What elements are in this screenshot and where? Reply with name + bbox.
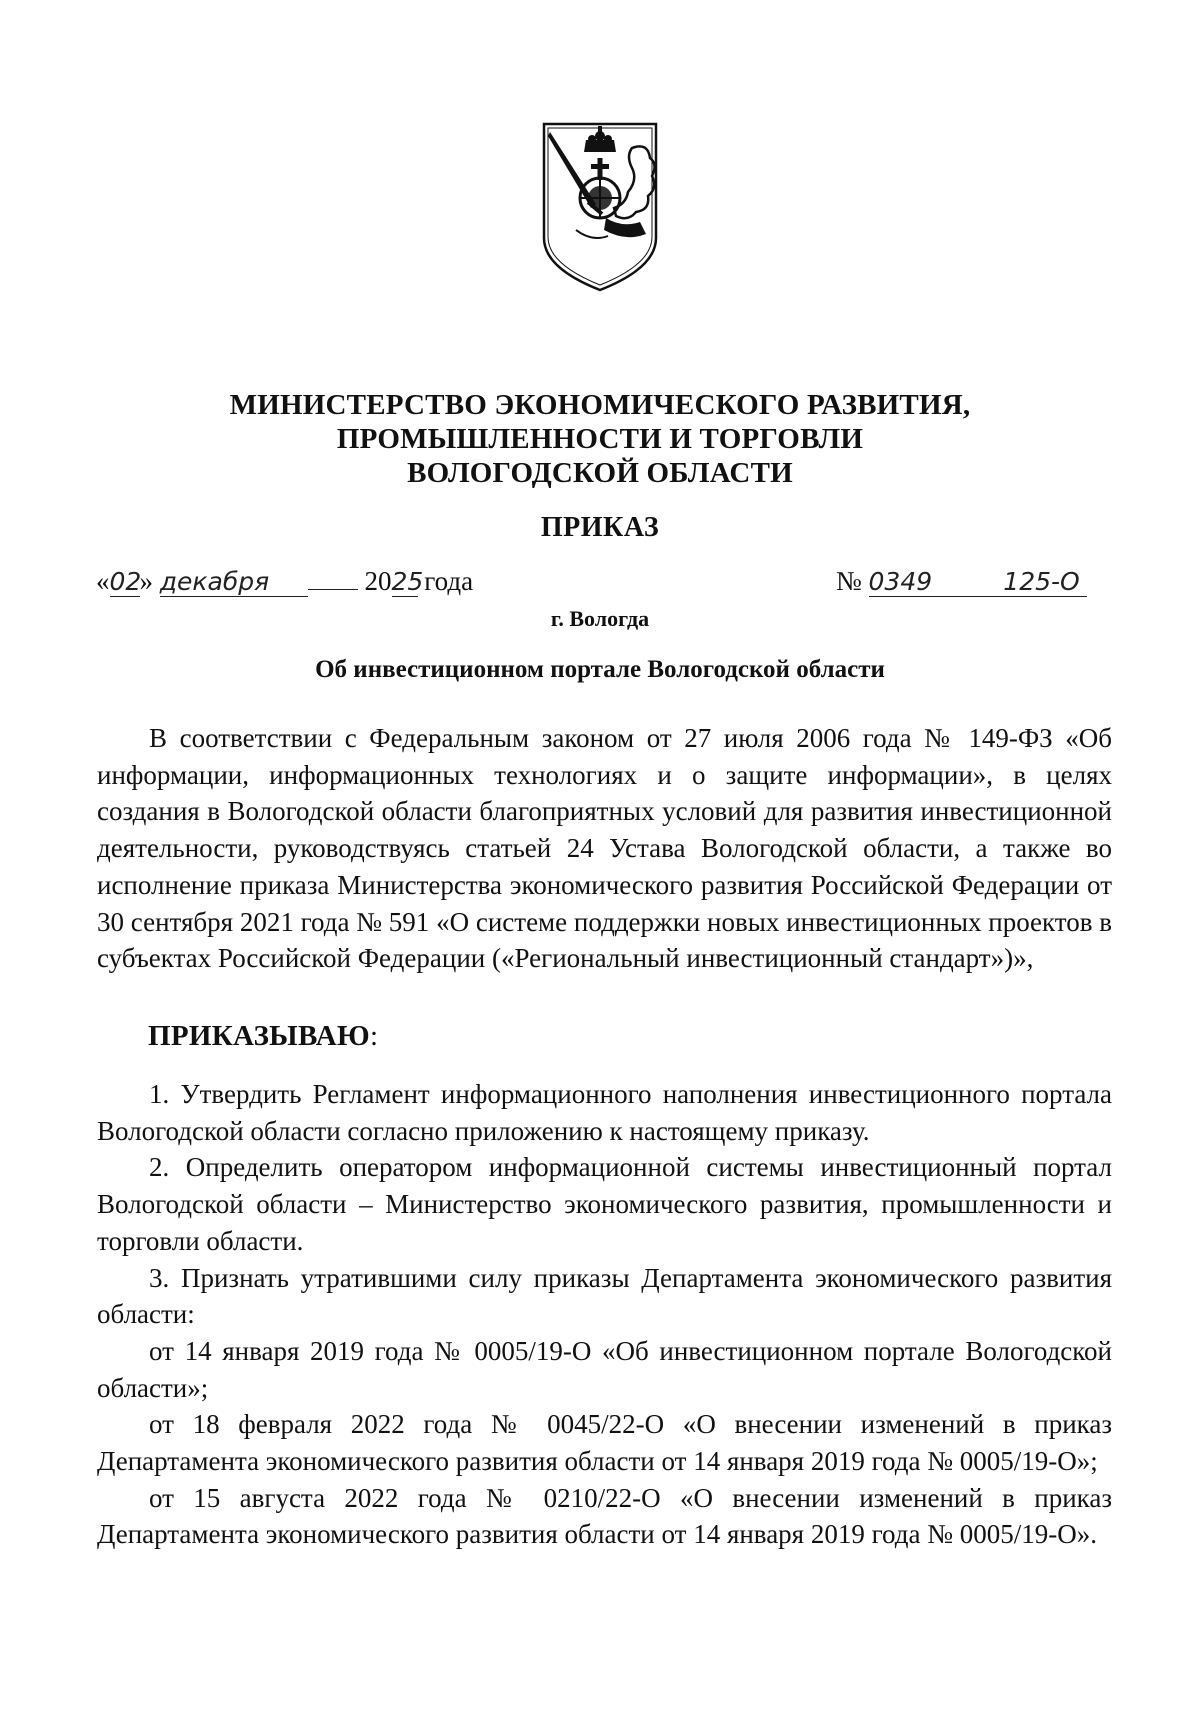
date-year-prefix: 20 bbox=[364, 566, 392, 596]
order-subitem-3: от 15 августа 2022 года № 0210/22-О «О внесении изменений в приказ Департамента экономического развития области от 14 января 2019 года № 0005/19-О». bbox=[97, 1482, 1112, 1550]
city: г. Вологда bbox=[550, 606, 650, 631]
order-item-1: 1. Утвердить Регламент информационного наполнения инвестиционного портала Вологодской области согласно приложению к настоящему приказу. bbox=[97, 1079, 1112, 1146]
date-open-quote: « bbox=[96, 566, 110, 596]
decree-word: ПРИКАЗЫВАЮ bbox=[148, 1020, 370, 1052]
preamble bbox=[97, 720, 1112, 977]
decree-colon: : bbox=[369, 1020, 379, 1052]
ministry-header bbox=[0, 388, 1200, 490]
order-subitem-1: от 14 января 2019 года № 0005/19-О «Об инвестиционном портале Вологодской области»; bbox=[97, 1335, 1112, 1403]
order-items bbox=[97, 1076, 1112, 1553]
date-spacer bbox=[308, 589, 358, 590]
ministry-header-line3: ВОЛОГОДСКОЙ ОБЛАСТИ bbox=[407, 457, 793, 489]
document-number bbox=[836, 566, 1087, 597]
order-item-3: 3. Признать утратившими силу приказы Департамента экономического развития области: bbox=[97, 1262, 1112, 1330]
date-close-quote: » bbox=[139, 566, 153, 596]
document-date bbox=[96, 566, 473, 597]
ministry-header-line1: МИНИСТЕРСТВО ЭКОНОМИЧЕСКОГО РАЗВИТИЯ, bbox=[229, 389, 971, 421]
order-subitem-2: от 18 февраля 2022 года № 0045/22-О «О внесении изменений в приказ Департамента экономического развития области от 14 января 2019 года № 0005/19-О»; bbox=[97, 1409, 1112, 1477]
preamble-paragraph: В соответствии с Федеральным законом от 27 июля 2006 года № 149-ФЗ «Об информации, информационных технологиях и о защите информации», в целях создания в Вологодской области благоприятных условий для развития инвестиционной деятельности, руководствуясь статьей 24 Устава Вологодской области, а также во исполнение приказа Министерства экономического развития Российской Федерации от 30 сентября 2021 года № 591 «О системе поддержки новых инвестиционных проектов в субъектах Российской Федерации («Региональный инвестиционный стандарт»)», bbox=[97, 723, 1112, 974]
number-value2: 125-О bbox=[997, 568, 1087, 597]
number-value1: 0349 bbox=[869, 568, 997, 597]
document-type: ПРИКАЗ bbox=[540, 512, 660, 543]
coat-of-arms-icon bbox=[536, 118, 664, 294]
date-month: декабря bbox=[160, 568, 308, 597]
date-year-suffix: 25 bbox=[391, 567, 424, 596]
ministry-header-line2: ПРОМЫШЛЕННОСТИ И ТОРГОВЛИ bbox=[336, 423, 864, 455]
date-year-word: года bbox=[424, 566, 474, 596]
number-sign: № bbox=[836, 566, 862, 596]
order-item-2: 2. Определить оператором информационной системы инвестиционный портал Вологодской области – Министерство экономического развития, промышленности и торговли области. bbox=[97, 1152, 1112, 1256]
document-subject: Об инвестиционном портале Вологодской области bbox=[315, 656, 885, 683]
date-day: 02 bbox=[109, 567, 142, 596]
decree-heading bbox=[148, 1020, 378, 1053]
